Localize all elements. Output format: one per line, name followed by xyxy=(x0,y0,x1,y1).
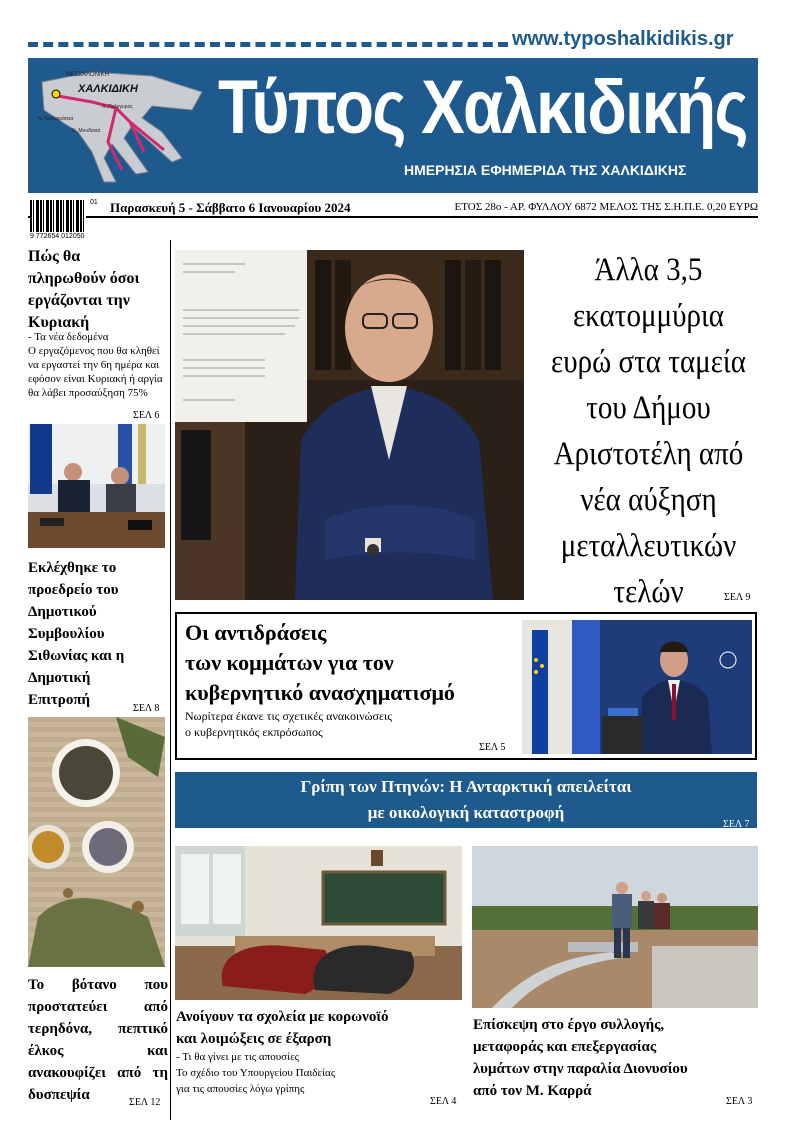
schools-headline-2[interactable]: και λοιμώξεις σε έξαρση xyxy=(176,1031,332,1047)
sewage-headline-2[interactable]: μεταφοράς και επεξεργασίας xyxy=(473,1039,657,1055)
barcode-number: 9 772654 012050 xyxy=(30,233,85,240)
map-label: ΧΑΛΚΙΔΙΚΗ xyxy=(78,83,138,95)
sewage-works-photo xyxy=(472,846,758,1008)
map-town-4: Ν. Μουδανιά xyxy=(72,128,101,134)
schools-body-3: για τις απουσίες λόγω γρίπης xyxy=(176,1083,305,1095)
main-story-headline[interactable]: Άλλα 3,5 εκατομμύρια ευρώ στα ταμεία του Δήμου Αριστοτέλη από νέα αύξηση μεταλλευτικών τελών xyxy=(551,252,746,610)
reshuffle-headline-1: Οι αντιδράσεις xyxy=(185,620,327,645)
sewage-headline-4[interactable]: από τον Μ. Καρρά xyxy=(473,1083,592,1099)
side-story-1-page: ΣΕΛ 6 xyxy=(133,410,160,421)
main-story-page: ΣΕΛ 9 xyxy=(724,592,751,603)
barcode xyxy=(30,200,86,232)
side-story-1-body: Ο εργαζόμενος που θα κληθεί να εργαστεί την 6η ημέρα και εφόσον είναι Κυριακή ή αργία θα λάβει προσαύξηση 75% xyxy=(28,345,163,399)
reshuffle-story-box[interactable] xyxy=(175,612,757,760)
newspaper-subtitle: ΗΜΕΡΗΣΙΑ ΕΦΗΜΕΡΙΔΑ ΤΗΣ ΧΑΛΚΙΔΙΚΗΣ xyxy=(404,162,687,178)
reshuffle-page: ΣΕΛ 5 xyxy=(479,742,506,753)
side-story-1-headline[interactable]: Πώς θα πληρωθούν όσοι εργάζονται την Κυριακή xyxy=(28,248,140,331)
header-dashed-rule xyxy=(28,42,508,47)
reshuffle-headline-2: των κομμάτων για τον xyxy=(185,650,394,675)
map-town-3: Ν. Καλλικράτεια xyxy=(38,116,74,122)
site-url[interactable]: www.typoshalkidikis.gr xyxy=(512,28,734,50)
herbs-photo xyxy=(28,717,165,967)
bird-flu-page: ΣΕΛ 7 xyxy=(723,819,750,830)
newspaper-title: Τύπος Χαλκιδικής xyxy=(218,65,747,150)
council-photo xyxy=(28,424,165,548)
map-town-1: ΘΕΣΣΑΛΟΝΙΚΗ xyxy=(66,72,109,78)
issue-date: Παρασκευή 5 - Σάββατο 6 Ιανουαρίου 2024 xyxy=(110,200,351,215)
main-story-photo xyxy=(175,250,524,600)
halkidiki-map-icon xyxy=(32,62,232,188)
barcode-sub: 01 xyxy=(90,199,98,206)
schools-body-1: - Τι θα γίνει με τις απουσίες xyxy=(176,1051,300,1063)
side-story-2-headline[interactable]: Εκλέχθηκε το προεδρείο του Δημοτικού Συμβουλίου Σιθωνίας και η Δημοτική Επιτροπή xyxy=(28,560,125,708)
reshuffle-body-1: Νωρίτερα έκανε τις σχετικές ανακοινώσεις xyxy=(185,709,392,723)
sewage-headline-1[interactable]: Επίσκεψη στο έργο συλλογής, xyxy=(473,1017,665,1033)
side-story-3-headline[interactable]: Το βότανο που προστατεύει από τερηδόνα, πεπτικό έλκος και ανακουφίζει από τη δυσπεψία xyxy=(28,977,168,1103)
reshuffle-headline-3: κυβερνητικό ανασχηματισμό xyxy=(185,680,455,705)
schools-page: ΣΕΛ 4 xyxy=(430,1096,457,1107)
schools-body-2: Το σχέδιο του Υπουργείου Παιδείας xyxy=(176,1067,336,1079)
side-story-1-lead: - Τα νέα δεδομένα xyxy=(28,331,109,343)
sewage-headline-3[interactable]: λυμάτων στην παραλία Διονυσίου xyxy=(473,1061,688,1077)
issue-meta: ΕΤΟΣ 28ο - ΑΡ. ΦΥΛΛΟΥ 6872 ΜΕΛΟΣ ΤΗΣ Σ.Η.Π.Ε. 0,20 ΕΥΡΩ xyxy=(454,201,758,213)
spokesman-photo xyxy=(522,620,752,754)
sewage-page: ΣΕΛ 3 xyxy=(726,1096,753,1107)
bird-flu-line-1: Γρίπη των Πτηνών: Η Ανταρκτική απειλείται xyxy=(300,777,632,796)
classroom-photo xyxy=(175,846,462,1000)
reshuffle-body-2: ο κυβερνητικός εκπρόσωπος xyxy=(185,725,323,739)
masthead xyxy=(28,58,758,193)
schools-headline-1[interactable]: Ανοίγουν τα σχολεία με κορωνοϊό xyxy=(176,1009,389,1025)
side-story-2-page: ΣΕΛ 8 xyxy=(133,703,160,714)
left-column-rule xyxy=(170,240,171,1120)
side-story-3-page: ΣΕΛ 12 xyxy=(129,1097,161,1108)
map-town-2: Χ. Πολύγυρος xyxy=(102,104,133,110)
bird-flu-banner[interactable] xyxy=(175,772,757,828)
bird-flu-line-2: με οικολογική καταστροφή xyxy=(367,803,565,822)
